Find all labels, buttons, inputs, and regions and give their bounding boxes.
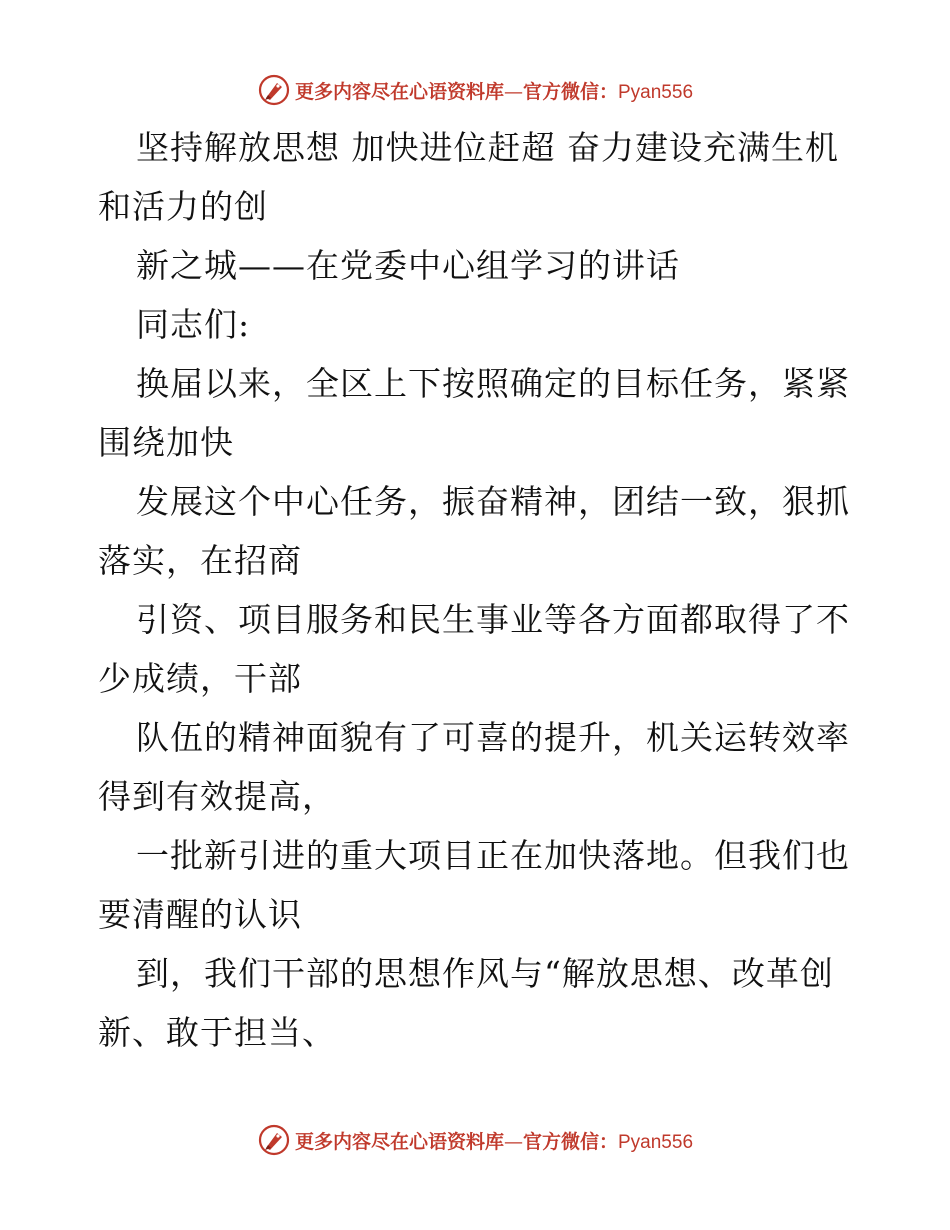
footer-banner-prefix: 更多内容尽在心语资料库 — [294, 1130, 504, 1153]
text-line: 围绕加快 — [98, 423, 234, 462]
header-banner — [0, 72, 950, 108]
footer-banner-text — [295, 1127, 693, 1154]
pen-nib-logo-icon — [257, 1123, 291, 1157]
footer-banner — [0, 1122, 950, 1158]
text-line: 同志们: — [136, 305, 251, 344]
footer-banner-dash: — — [503, 1130, 523, 1153]
text-line: 要清醒的认识 — [98, 895, 302, 934]
text-line: 发展这个中心任务，振奋精神，团结一致，狠抓 — [136, 482, 850, 521]
text-line: 得到有效提高， — [98, 777, 336, 816]
header-banner-text — [295, 77, 693, 104]
text-line: 引资、项目服务和民生事业等各方面都取得了不 — [136, 600, 850, 639]
text-line: 到，我们干部的思想作风与“解放思想、改革创 — [136, 954, 834, 993]
pen-nib-logo-icon — [257, 73, 291, 107]
text-line: 一批新引进的重大项目正在加快落地。但我们也 — [136, 836, 850, 875]
text-line: 少成绩，干部 — [98, 659, 302, 698]
header-banner-wechat-id: Pyan556 — [618, 81, 694, 103]
text-line: 新之城——在党委中心组学习的讲话 — [136, 246, 680, 285]
header-banner-prefix: 更多内容尽在心语资料库 — [294, 80, 504, 103]
header-banner-wechat-label: 官方微信： — [522, 80, 618, 103]
text-line: 坚持解放思想 加快进位赶超 奋力建设充满生机 — [136, 128, 839, 167]
text-line: 队伍的精神面貌有了可喜的提升，机关运转效率 — [136, 718, 850, 757]
header-banner-dash: — — [503, 80, 523, 103]
text-line: 落实，在招商 — [98, 541, 302, 580]
text-line: 换届以来，全区上下按照确定的目标任务，紧紧 — [136, 364, 850, 403]
footer-banner-wechat-label: 官方微信： — [522, 1130, 618, 1153]
text-line: 新、敢于担当、 — [98, 1013, 336, 1052]
text-line: 和活力的创 — [98, 187, 268, 226]
document-body — [98, 118, 858, 1062]
footer-banner-wechat-id: Pyan556 — [618, 1131, 694, 1153]
